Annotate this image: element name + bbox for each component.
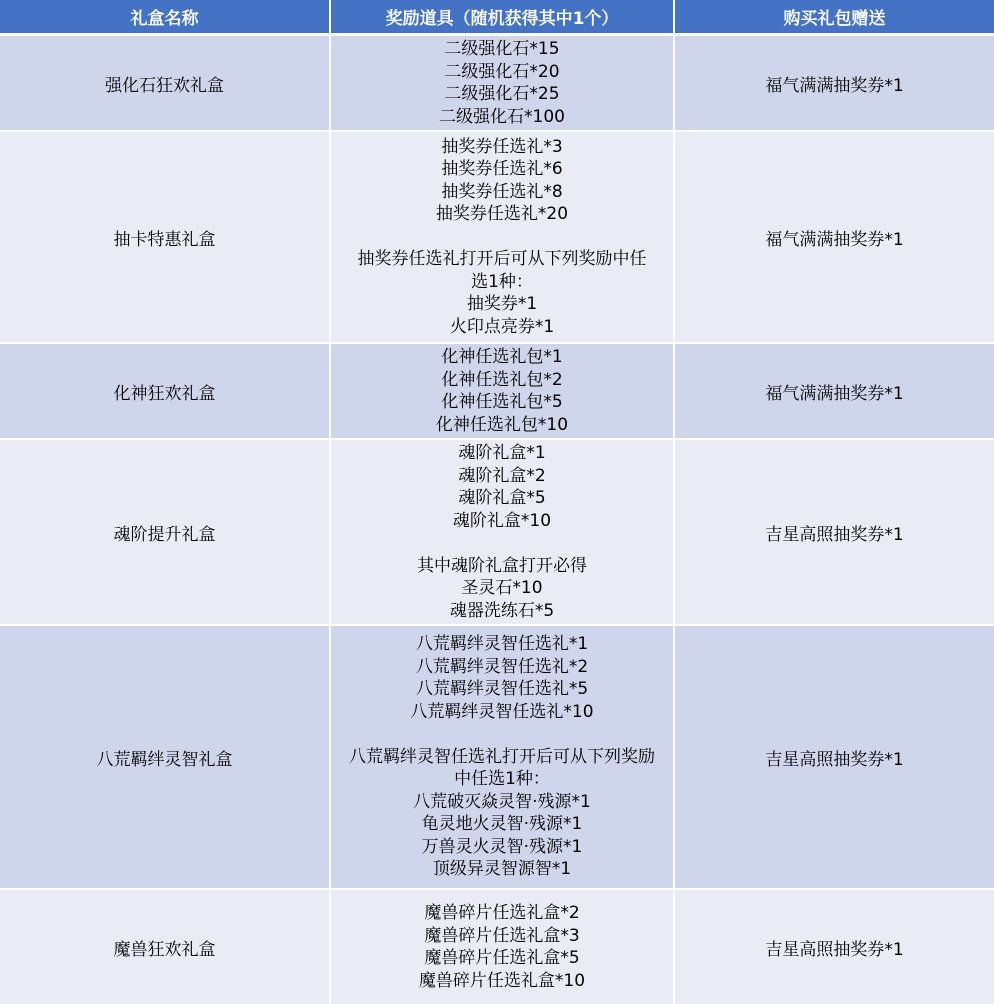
reward-item: 火印点亮券*1 [331, 316, 673, 339]
reward-item: 中任选1种： [331, 768, 673, 791]
gift-name-cell: 魂阶提升礼盒 [0, 439, 330, 625]
reward-item: 八荒羁绊灵智任选礼打开后可从下列奖励 [331, 746, 673, 769]
blank-line [331, 532, 673, 555]
table-row [0, 439, 994, 625]
reward-item: 圣灵石*10 [331, 577, 673, 600]
header-purchase-bonus: 购买礼包赠送 [674, 0, 994, 35]
purchase-bonus-cell: 福气满满抽奖券*1 [674, 343, 994, 439]
reward-item: 魂阶礼盒*1 [331, 442, 673, 465]
reward-items-cell [330, 131, 674, 343]
reward-items-list [331, 134, 673, 341]
reward-item: 魂阶礼盒*5 [331, 487, 673, 510]
table-row [0, 343, 994, 439]
reward-item: 化神任选礼包*1 [331, 346, 673, 369]
gift-name-cell: 强化石狂欢礼盒 [0, 35, 330, 132]
blank-line [331, 226, 673, 249]
reward-item: 抽奖券任选礼*6 [331, 158, 673, 181]
table-row [0, 625, 994, 889]
blank-line [331, 723, 673, 746]
reward-items-list [331, 36, 673, 130]
reward-item: 选1种： [331, 271, 673, 294]
gift-name-cell: 化神狂欢礼盒 [0, 343, 330, 439]
reward-item: 二级强化石*20 [331, 61, 673, 84]
reward-item: 其中魂阶礼盒打开必得 [331, 555, 673, 578]
reward-item: 抽奖券任选礼*3 [331, 136, 673, 159]
table-row [0, 35, 994, 132]
reward-item: 抽奖券*1 [331, 293, 673, 316]
reward-item: 八荒羁绊灵智任选礼*5 [331, 678, 673, 701]
table-row [0, 131, 994, 343]
reward-items-cell [330, 889, 674, 1004]
reward-item: 八荒羁绊灵智任选礼*2 [331, 656, 673, 679]
reward-item: 化神任选礼包*2 [331, 369, 673, 392]
reward-items-cell [330, 343, 674, 439]
reward-items-list [331, 631, 673, 883]
header-gift-name: 礼盒名称 [0, 0, 330, 35]
reward-item: 魂阶礼盒*10 [331, 510, 673, 533]
purchase-bonus-cell: 福气满满抽奖券*1 [674, 35, 994, 132]
gift-name-cell: 魔兽狂欢礼盒 [0, 889, 330, 1004]
purchase-bonus-cell: 吉星高照抽奖券*1 [674, 439, 994, 625]
reward-item: 八荒羁绊灵智任选礼*1 [331, 633, 673, 656]
reward-item: 魂器洗练石*5 [331, 600, 673, 623]
gift-name-cell: 八荒羁绊灵智礼盒 [0, 625, 330, 889]
reward-item: 魔兽碎片任选礼盒*3 [331, 925, 673, 948]
reward-item: 魔兽碎片任选礼盒*2 [331, 902, 673, 925]
reward-item: 魔兽碎片任选礼盒*10 [331, 970, 673, 993]
purchase-bonus-cell: 吉星高照抽奖券*1 [674, 889, 994, 1004]
reward-item: 顶级异灵智源智*1 [331, 858, 673, 881]
purchase-bonus-cell: 福气满满抽奖券*1 [674, 131, 994, 343]
reward-items-cell [330, 35, 674, 132]
table-body [0, 35, 994, 1004]
table-row [0, 889, 994, 1004]
reward-item: 二级强化石*100 [331, 106, 673, 129]
reward-item: 万兽灵火灵智·残源*1 [331, 836, 673, 859]
reward-item: 抽奖券任选礼*8 [331, 181, 673, 204]
reward-items-list [331, 440, 673, 624]
reward-items-cell [330, 439, 674, 625]
reward-item: 八荒羁绊灵智任选礼*10 [331, 701, 673, 724]
reward-item: 化神任选礼包*10 [331, 414, 673, 437]
reward-items-cell [330, 625, 674, 889]
purchase-bonus-cell: 吉星高照抽奖券*1 [674, 625, 994, 889]
gift-name-cell: 抽卡特惠礼盒 [0, 131, 330, 343]
header-row [0, 0, 994, 35]
reward-item: 二级强化石*25 [331, 83, 673, 106]
reward-item: 八荒破灭焱灵智·残源*1 [331, 791, 673, 814]
reward-item: 抽奖券任选礼打开后可从下列奖励中任 [331, 248, 673, 271]
reward-item: 抽奖券任选礼*20 [331, 203, 673, 226]
reward-item: 魂阶礼盒*2 [331, 465, 673, 488]
reward-item: 龟灵地火灵智·残源*1 [331, 813, 673, 836]
reward-items-list [331, 900, 673, 994]
header-reward-items: 奖励道具（随机获得其中1个） [330, 0, 674, 35]
reward-item: 魔兽碎片任选礼盒*5 [331, 947, 673, 970]
reward-items-list [331, 344, 673, 438]
reward-item: 化神任选礼包*5 [331, 391, 673, 414]
reward-item: 二级强化石*15 [331, 38, 673, 61]
